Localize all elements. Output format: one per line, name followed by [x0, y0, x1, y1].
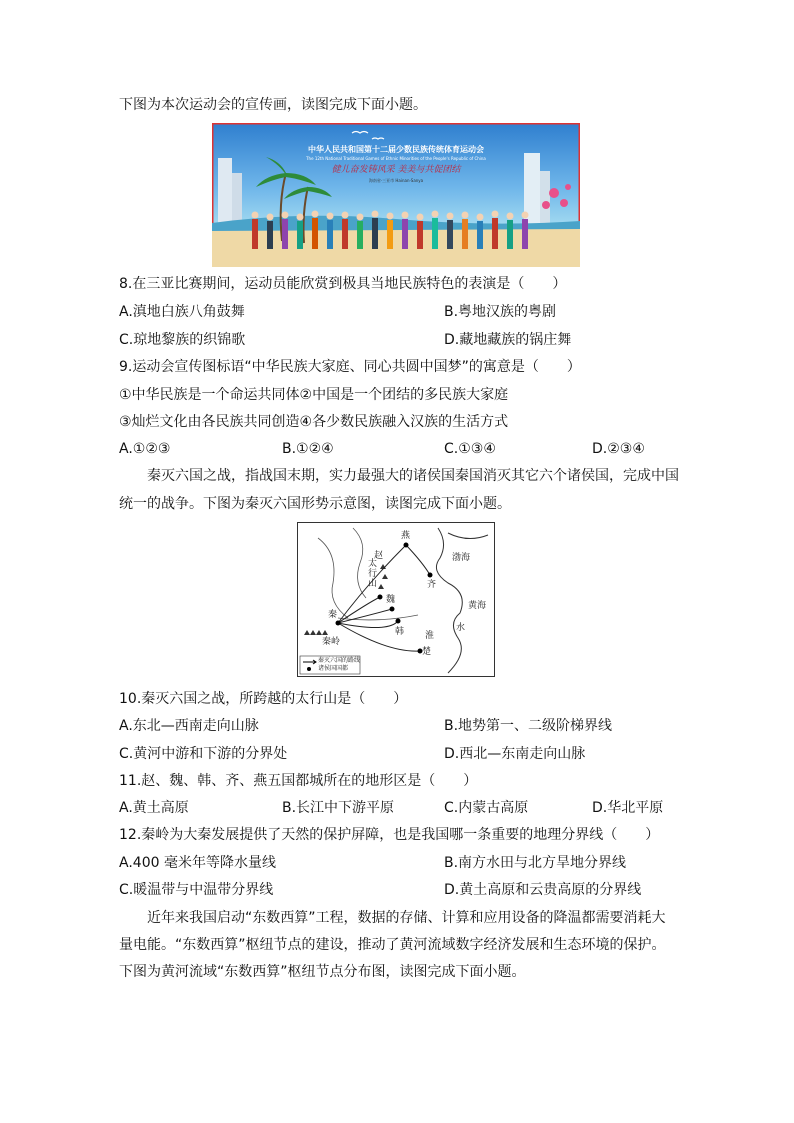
question-10-stem: 10.秦灭六国之战，所跨越的太行山是（ ） [119, 691, 408, 707]
label-qinling: 秦岭 [322, 637, 341, 647]
poster-slogan: 健儿奋发铸风采 美美与共促团结 [331, 165, 461, 175]
q8-option-a[interactable]: A.滇地白族八角鼓舞 [119, 304, 245, 320]
q12-option-a[interactable]: A.400 毫米年等降水量线 [119, 855, 276, 871]
q10-option-b[interactable]: B.地势第一、二级阶梯界线 [444, 718, 613, 734]
q9-option-c[interactable]: C.①③④ [444, 441, 496, 457]
q10-option-d[interactable]: D.西北—东南走向山脉 [444, 746, 586, 762]
q8-option-d[interactable]: D.藏地藏族的锅庄舞 [444, 332, 572, 348]
q11-option-c[interactable]: C.内蒙古高原 [444, 800, 529, 816]
qin-paragraph-line-1: 秦灭六国之战，指战国末期，实力最强大的诸侯国秦国消灭其它六个诸侯国，完成中国 [147, 468, 679, 484]
data-paragraph-line-1: 近年来我国启动“东数西算”工程，数据的存储、计算和应用设备的降温都需要消耗大 [147, 910, 666, 926]
q9-statement-2: ③灿烂文化由各民族共同创造④各少数民族融入汉族的生活方式 [119, 414, 509, 430]
label-zhao: 赵 [374, 551, 384, 561]
poster-title-en: The 12th National Traditional Games of Ethnic Minorities of the People's Republic of China [306, 156, 486, 161]
q9-option-b[interactable]: B.①②④ [282, 441, 334, 457]
map-drawing [298, 523, 494, 676]
label-wei: 魏 [386, 595, 396, 605]
q10-option-a[interactable]: A.东北—西南走向山脉 [119, 718, 259, 734]
question-12-stem: 12.秦岭为大秦发展提供了天然的保护屏障，也是我国哪一条重要的地理分界线（ ） [119, 827, 660, 843]
poster-location: 海南省·三亚市 Hainan·Sanya [368, 178, 424, 183]
legend-route: 秦灭六国的路线 [318, 657, 361, 664]
label-chu: 楚 [422, 647, 432, 657]
label-han: 韩 [395, 627, 405, 637]
q12-option-c[interactable]: C.暖温带与中温带分界线 [119, 882, 274, 898]
q11-option-d[interactable]: D.华北平原 [592, 800, 664, 816]
qin-paragraph-line-2: 统一的战争。下图为秦灭六国形势示意图，读图完成下面小题。 [119, 496, 511, 512]
question-9-stem: 9.运动会宣传图标语“中华民族大家庭、同心共圆中国梦”的寓意是（ ） [119, 359, 581, 375]
label-shui: 水 [456, 623, 466, 633]
q8-option-c[interactable]: C.琼地黎族的织锦歌 [119, 332, 246, 348]
data-paragraph-line-2: 量电能。“东数西算”枢纽节点的建设，推动了黄河流域数字经济发展和生态环境的保护。 [119, 937, 666, 953]
q11-option-a[interactable]: A.黄土高原 [119, 800, 189, 816]
label-qi: 齐 [427, 580, 437, 590]
qin-unification-map [297, 522, 495, 677]
question-8-stem: 8.在三亚比赛期间，运动员能欣赏到极具当地民族特色的表演是（ ） [119, 276, 567, 292]
label-bohai: 渤海 [452, 553, 471, 563]
q9-option-a[interactable]: A.①②③ [119, 441, 171, 457]
games-poster [212, 123, 580, 267]
label-huai: 淮 [425, 631, 435, 641]
q12-option-b[interactable]: B.南方水田与北方旱地分界线 [444, 855, 627, 871]
data-paragraph-line-3: 下图为黄河流域“东数西算”枢纽节点分布图，读图完成下面小题。 [119, 964, 526, 980]
label-huanghai: 黄海 [468, 601, 487, 611]
q10-option-c[interactable]: C.黄河中游和下游的分界处 [119, 746, 288, 762]
q8-option-b[interactable]: B.粤地汉族的粤剧 [444, 304, 557, 320]
q9-option-d[interactable]: D.②③④ [592, 441, 645, 457]
legend-capital: 诸侯国国都 [318, 665, 349, 672]
question-11-stem: 11.赵、魏、韩、齐、燕五国都城所在的地形区是（ ） [119, 773, 478, 789]
q9-statement-1: ①中华民族是一个命运共同体②中国是一个团结的多民族大家庭 [119, 387, 509, 403]
label-yan: 燕 [401, 531, 411, 541]
poster-title-cn: 中华人民共和国第十二届少数民族传统体育运动会 [308, 145, 484, 154]
intro-poster: 下图为本次运动会的宣传画，读图完成下面小题。 [119, 97, 427, 113]
q12-option-d[interactable]: D.黄土高原和云贵高原的分界线 [444, 882, 642, 898]
label-qin: 秦 [328, 610, 338, 620]
label-taihang: 太行山 [368, 559, 378, 589]
q11-option-b[interactable]: B.长江中下游平原 [282, 800, 395, 816]
